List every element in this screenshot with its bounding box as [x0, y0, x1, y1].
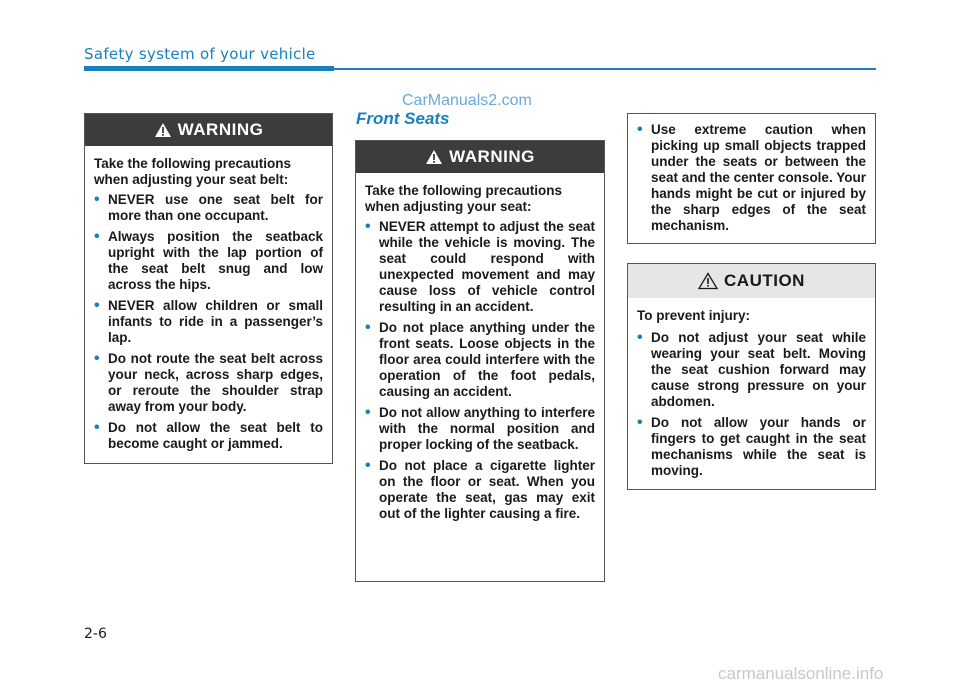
caution-label: CAUTION: [724, 271, 805, 290]
caution-header: [628, 264, 875, 298]
warning-triangle-icon: [154, 122, 172, 138]
list-item: • NEVER use one seat belt for more than one occupant.: [94, 192, 323, 224]
warning-box-continued: [627, 113, 876, 244]
warning-header: [85, 114, 332, 146]
list-item: • Do not route the seat belt across your neck, across sharp edges, or reroute the shoulder strap away from your body.: [94, 351, 323, 415]
list-item: • Do not allow anything to interfere with the normal position and proper locking of the seatback.: [365, 405, 595, 453]
list-item: • Do not place a cigarette lighter on the floor or seat. When you operate the seat, gas may exit out of the lighter causing a fire.: [365, 458, 595, 522]
warning-box-seat: [355, 140, 605, 582]
warning-triangle-icon: [425, 149, 443, 165]
list-item: • Use extreme caution when picking up small objects trapped under the seats or between the seat and the center console. Your hands might be cut or injured by the sharp edges of the seat mechanism.: [637, 122, 866, 234]
list-item: • NEVER attempt to adjust the seat while the vehicle is moving. The seat could respond with unexpected movement and may cause loss of vehicle control resulting in an accident.: [365, 219, 595, 315]
caution-box: [627, 263, 876, 490]
list-item: • Do not allow the seat belt to become caught or jammed.: [94, 420, 323, 452]
warning-label: WARNING: [449, 147, 535, 166]
page-number: 2-6: [84, 626, 107, 642]
caution-triangle-icon: [698, 272, 718, 290]
list-item: • Do not allow your hands or fingers to get caught in the seat mechanisms while the seat is moving.: [637, 415, 866, 479]
list-item: • NEVER allow children or small infants to ride in a passenger’s lap.: [94, 298, 323, 346]
watermark-bottom: carmanualsonline.info: [718, 664, 884, 683]
warning-intro: Take the following precautions when adjusting your seat:: [365, 183, 563, 214]
section-header: Safety system of your vehicle: [84, 45, 316, 63]
header-rule-thin: [334, 68, 876, 70]
warning-intro: Take the following precautions when adjusting your seat belt:: [94, 156, 292, 187]
list-item: • Do not adjust your seat while wearing your seat belt. Moving the seat cushion forward may cause strong pressure on your abdomen.: [637, 330, 866, 410]
warning-header: [356, 141, 604, 173]
page-title: Front Seats: [356, 109, 450, 128]
watermark-top: CarManuals2.com: [402, 92, 532, 109]
warning-label: WARNING: [177, 120, 264, 139]
warning-box-seat-belt: [84, 113, 333, 464]
list-item: • Always position the seatback upright with the lap portion of the seat belt snug and low across the hips.: [94, 229, 323, 293]
list-item: • Do not place anything under the front seats. Loose objects in the floor area could interfere with the operation of the foot pedals, causing an accident.: [365, 320, 595, 400]
header-rule-thick: [84, 66, 334, 71]
caution-intro: To prevent injury:: [637, 308, 751, 323]
